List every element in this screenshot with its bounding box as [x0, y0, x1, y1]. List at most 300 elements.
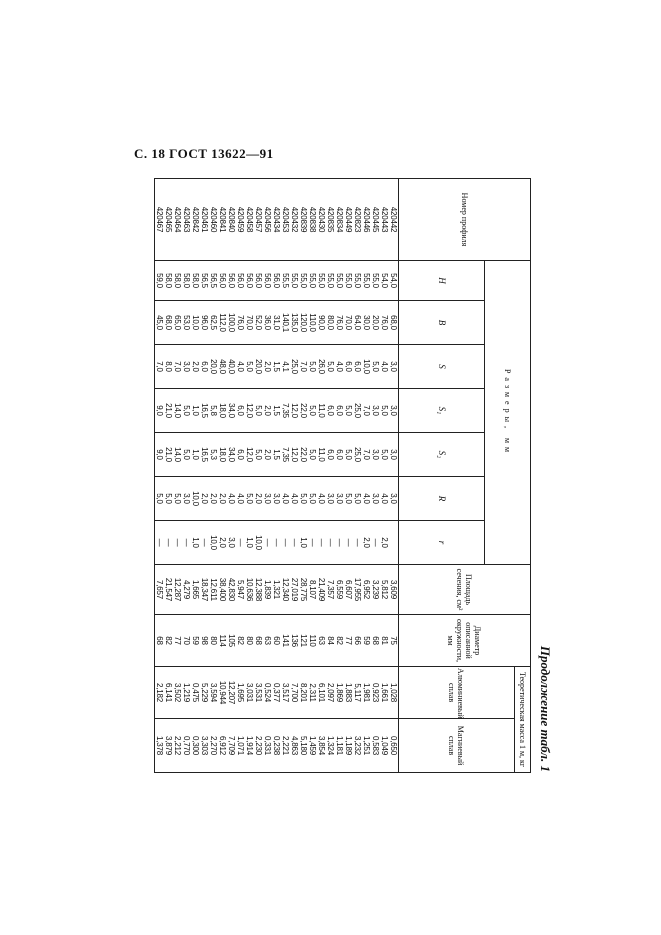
b-value: 70,0 — [344, 301, 353, 345]
area-value: 42,830 — [227, 565, 236, 615]
area-value: 3,239 — [371, 565, 380, 615]
r-upper-value: 3,0 — [272, 477, 281, 521]
s-value: 10,0 — [362, 345, 371, 389]
magnesium-mass-value: 3,854 — [317, 719, 326, 773]
table-continuation-label: Продолжение табл. 1 — [538, 645, 553, 772]
s1-value: 7,35 — [281, 389, 290, 433]
h-value: 56,0 — [245, 261, 254, 301]
table-row — [290, 179, 299, 773]
s1-value: 5,0 — [380, 389, 389, 433]
h-value: 54,0 — [380, 261, 389, 301]
table-row — [254, 179, 263, 773]
s-value: 1,5 — [272, 345, 281, 389]
profile-number: 420457 — [254, 179, 263, 261]
area-value: 1,321 — [272, 565, 281, 615]
s2-value: 21,0 — [164, 433, 173, 477]
s-value: 7,0 — [173, 345, 182, 389]
r-upper-value: 5,0 — [353, 477, 362, 521]
b-value: 20,0 — [371, 301, 380, 345]
area-value: 17,955 — [353, 565, 362, 615]
s1-value: 12,0 — [245, 389, 254, 433]
aluminium-mass-value: 12,207 — [227, 667, 236, 719]
aluminium-mass-value: 3,594 — [209, 667, 218, 719]
table-row — [353, 179, 362, 773]
profile-number: 420467 — [155, 179, 164, 261]
magnesium-mass-value: 1,251 — [362, 719, 371, 773]
r-upper-value: 3,0 — [182, 477, 191, 521]
magnesium-mass-value: 0,331 — [263, 719, 272, 773]
header-s: S — [399, 345, 485, 389]
s-value: 5,0 — [308, 345, 317, 389]
diameter-value: 110 — [308, 615, 317, 667]
diameter-value: 82 — [335, 615, 344, 667]
s-value: 8,0 — [164, 345, 173, 389]
r-lower-value: 2,0 — [218, 521, 227, 565]
s1-value: 25,0 — [353, 389, 362, 433]
s1-value: 22,0 — [299, 389, 308, 433]
r-upper-value: 4,0 — [227, 477, 236, 521]
aluminium-mass-value: 3,031 — [245, 667, 254, 719]
s2-value: 25,0 — [353, 433, 362, 477]
h-value: 55,0 — [362, 261, 371, 301]
r-upper-value: 4,0 — [380, 477, 389, 521]
magnesium-mass-value: 2,230 — [254, 719, 263, 773]
profile-number: 420464 — [173, 179, 182, 261]
table-row — [218, 179, 227, 773]
table-row — [164, 179, 173, 773]
s1-value: 1,5 — [272, 389, 281, 433]
magnesium-mass-value: 5,180 — [299, 719, 308, 773]
h-value: 56,0 — [272, 261, 281, 301]
profile-number: 420841 — [218, 179, 227, 261]
b-value: 100,0 — [227, 301, 236, 345]
s2-value: 34,0 — [227, 433, 236, 477]
diameter-value: 60 — [272, 615, 281, 667]
diameter-value: 77 — [344, 615, 353, 667]
b-value: 31,0 — [272, 301, 281, 345]
aluminium-mass-value: 1,695 — [236, 667, 245, 719]
profile-number: 420434 — [272, 179, 281, 261]
b-value: 120,0 — [299, 301, 308, 345]
diameter-value: 68 — [155, 615, 164, 667]
profile-number: 420834 — [335, 179, 344, 261]
aluminium-mass-value: 0,524 — [263, 667, 272, 719]
s-value: 2,0 — [263, 345, 272, 389]
s2-value: 18,0 — [218, 433, 227, 477]
s2-value: 9,0 — [155, 433, 164, 477]
h-value: 55,0 — [290, 261, 299, 301]
b-value: 76,0 — [380, 301, 389, 345]
b-value: 68,0 — [389, 301, 399, 345]
r-lower-value: 2,0 — [362, 521, 371, 565]
b-value: 53,0 — [182, 301, 191, 345]
b-value: 112,0 — [218, 301, 227, 345]
diameter-value: 80 — [209, 615, 218, 667]
r-lower-value: 10,0 — [209, 521, 218, 565]
b-value: 110,0 — [308, 301, 317, 345]
area-value: 1,665 — [191, 565, 200, 615]
profile-number: 420838 — [308, 179, 317, 261]
s-value: 7,0 — [155, 345, 164, 389]
s1-value: 14,0 — [173, 389, 182, 433]
r-lower-value: 10,0 — [254, 521, 263, 565]
s2-value: 11,0 — [317, 433, 326, 477]
s2-value: 5,0 — [380, 433, 389, 477]
header-aluminium-alloy: Алюминиевый сплав — [399, 667, 515, 719]
magnesium-mass-value: 0,770 — [182, 719, 191, 773]
b-value: 135,0 — [290, 301, 299, 345]
profile-number: 420459 — [236, 179, 245, 261]
b-value: 10,0 — [191, 301, 200, 345]
s2-value: 12,0 — [245, 433, 254, 477]
h-value: 54,0 — [389, 261, 399, 301]
aluminium-mass-value: 3,517 — [281, 667, 290, 719]
page-header: С. 18 ГОСТ 13622—91 — [134, 146, 274, 161]
area-value: 28,775 — [299, 565, 308, 615]
r-upper-value: 5,0 — [164, 477, 173, 521]
h-value: 56,0 — [263, 261, 272, 301]
h-value: 56,5 — [200, 261, 209, 301]
aluminium-mass-value: 2,182 — [155, 667, 164, 719]
r-upper-value: 3,0 — [371, 477, 380, 521]
magnesium-mass-value: 0,583 — [371, 719, 380, 773]
table-row — [182, 179, 191, 773]
header-r-lower: r — [399, 521, 485, 565]
r-lower-value: — — [344, 521, 353, 565]
profile-number: 420449 — [344, 179, 353, 261]
table-row — [245, 179, 254, 773]
table-row — [191, 179, 200, 773]
magnesium-mass-value: 1,071 — [236, 719, 245, 773]
s-value: 20,0 — [209, 345, 218, 389]
r-lower-value: 2,0 — [380, 521, 389, 565]
profile-number: 420839 — [299, 179, 308, 261]
diameter-value: 114 — [218, 615, 227, 667]
s1-value: 6,0 — [236, 389, 245, 433]
h-value: 55,0 — [308, 261, 317, 301]
s2-value: 7,35 — [281, 433, 290, 477]
diameter-value: 70 — [182, 615, 191, 667]
aluminium-mass-value: 1,661 — [380, 667, 389, 719]
h-value: 56,5 — [209, 261, 218, 301]
diameter-value: 121 — [299, 615, 308, 667]
table-body — [155, 179, 399, 773]
table-row — [380, 179, 389, 773]
aluminium-mass-value: 1,028 — [389, 667, 399, 719]
s-value: 5,0 — [326, 345, 335, 389]
diameter-value: 141 — [281, 615, 290, 667]
r-lower-value: — — [308, 521, 317, 565]
b-value: 80,0 — [326, 301, 335, 345]
header-h: H — [399, 261, 485, 301]
s1-value: 3,0 — [371, 389, 380, 433]
profile-number: 420460 — [209, 179, 218, 261]
profile-number: 420461 — [200, 179, 209, 261]
aluminium-mass-value: 2,097 — [326, 667, 335, 719]
s-value: 3,0 — [389, 345, 399, 389]
s1-value: 5,0 — [308, 389, 317, 433]
r-lower-value: — — [353, 521, 362, 565]
diameter-value: 68 — [371, 615, 380, 667]
r-lower-value: — — [326, 521, 335, 565]
r-lower-value: — — [263, 521, 272, 565]
profile-number: 420463 — [182, 179, 191, 261]
s2-value: 16,5 — [200, 433, 209, 477]
s1-value: 18,0 — [218, 389, 227, 433]
table-row — [371, 179, 380, 773]
b-value: 68,0 — [164, 301, 173, 345]
profile-number: 420445 — [371, 179, 380, 261]
area-value: 7,357 — [326, 565, 335, 615]
r-upper-value: 10,0 — [191, 477, 200, 521]
s2-value: 22,0 — [299, 433, 308, 477]
s2-value: 6,0 — [326, 433, 335, 477]
magnesium-mass-value: 1,378 — [155, 719, 164, 773]
r-upper-value: 3,0 — [335, 477, 344, 521]
area-value: 10,636 — [245, 565, 254, 615]
profile-number: 420453 — [281, 179, 290, 261]
s2-value: 1,5 — [272, 433, 281, 477]
b-value: 76,0 — [236, 301, 245, 345]
s2-value: 3,0 — [389, 433, 399, 477]
table-row — [344, 179, 353, 773]
s1-value: 2,0 — [263, 389, 272, 433]
diameter-value: 105 — [227, 615, 236, 667]
magnesium-mass-value: 1,049 — [380, 719, 389, 773]
h-value: 55,5 — [281, 261, 290, 301]
s2-value: 5,0 — [182, 433, 191, 477]
r-upper-value: 4,0 — [362, 477, 371, 521]
table-row — [263, 179, 272, 773]
header-s2: S₂ — [399, 433, 485, 477]
table-row — [227, 179, 236, 773]
b-value: 52,0 — [254, 301, 263, 345]
aluminium-mass-value: 2,311 — [308, 667, 317, 719]
profiles-table — [154, 178, 531, 773]
r-lower-value: — — [173, 521, 182, 565]
aluminium-mass-value: 6,141 — [164, 667, 173, 719]
header-area: Площадь сечения, см² — [399, 565, 531, 615]
r-lower-value: — — [272, 521, 281, 565]
h-value: 55,0 — [299, 261, 308, 301]
s2-value: 5,0 — [344, 433, 353, 477]
b-value: 64,0 — [353, 301, 362, 345]
r-lower-value: — — [164, 521, 173, 565]
profile-number: 420456 — [263, 179, 272, 261]
r-lower-value: — — [200, 521, 209, 565]
area-value: 12,388 — [254, 565, 263, 615]
aluminium-mass-value: 8,201 — [299, 667, 308, 719]
area-value: 6,559 — [335, 565, 344, 615]
header-magnesium-alloy: Магниевый сплав — [399, 719, 515, 773]
r-upper-value: 5,0 — [308, 477, 317, 521]
diameter-value: 82 — [236, 615, 245, 667]
area-value: 27,019 — [290, 565, 299, 615]
h-value: 56,0 — [227, 261, 236, 301]
diameter-value: 75 — [389, 615, 399, 667]
s2-value: 3,0 — [371, 433, 380, 477]
r-upper-value: 2,0 — [254, 477, 263, 521]
magnesium-mass-value: 4,863 — [290, 719, 299, 773]
s-value: 5,0 — [371, 345, 380, 389]
magnesium-mass-value: 1,324 — [326, 719, 335, 773]
table-row — [362, 179, 371, 773]
r-upper-value: 3,0 — [389, 477, 399, 521]
diameter-value: 77 — [173, 615, 182, 667]
r-upper-value: 5,0 — [245, 477, 254, 521]
profile-number: 420458 — [245, 179, 254, 261]
header-sizes: Размеры, мм — [485, 261, 531, 565]
s1-value: 6,0 — [335, 389, 344, 433]
area-value: 4,279 — [182, 565, 191, 615]
area-value: 12,340 — [281, 565, 290, 615]
s1-value: 12,0 — [290, 389, 299, 433]
h-value: 58,0 — [191, 261, 200, 301]
header-diameter: Диаметр описанной окружности, мм — [399, 615, 531, 667]
r-lower-value: — — [290, 521, 299, 565]
s-value: 40,0 — [227, 345, 236, 389]
s1-value: 5,0 — [254, 389, 263, 433]
h-value: 58,0 — [173, 261, 182, 301]
r-upper-value: 2,0 — [200, 477, 209, 521]
magnesium-mass-value: 7,709 — [227, 719, 236, 773]
s-value: 4,0 — [335, 345, 344, 389]
table-row — [308, 179, 317, 773]
aluminium-mass-value: 0,923 — [371, 667, 380, 719]
aluminium-mass-value: 6,101 — [317, 667, 326, 719]
diameter-value: 82 — [164, 615, 173, 667]
area-value: 1,839 — [263, 565, 272, 615]
area-value: 21,547 — [164, 565, 173, 615]
s-value: 5,0 — [245, 345, 254, 389]
area-value: 21,409 — [317, 565, 326, 615]
b-value: 30,0 — [362, 301, 371, 345]
b-value: 65,0 — [173, 301, 182, 345]
area-value: 5,947 — [236, 565, 245, 615]
diameter-value: 59 — [362, 615, 371, 667]
aluminium-mass-value: 1,219 — [182, 667, 191, 719]
table-row — [299, 179, 308, 773]
table-row — [173, 179, 182, 773]
diameter-value: 63 — [317, 615, 326, 667]
s1-value: 7,0 — [362, 389, 371, 433]
h-value: 56,0 — [218, 261, 227, 301]
b-value: 96,0 — [200, 301, 209, 345]
profile-number: 420465 — [164, 179, 173, 261]
r-lower-value — [389, 521, 399, 565]
magnesium-mass-value: 0,300 — [191, 719, 200, 773]
s2-value: 2,0 — [263, 433, 272, 477]
diameter-value: 81 — [380, 615, 389, 667]
area-value: 12,287 — [173, 565, 182, 615]
b-value: 76,0 — [335, 301, 344, 345]
r-lower-value: 1,0 — [191, 521, 200, 565]
header-mass: Теоретическая масса 1 м, кг — [515, 667, 531, 773]
s-value: 2,0 — [191, 345, 200, 389]
s-value: 6,0 — [200, 345, 209, 389]
s-value: 7,0 — [299, 345, 308, 389]
r-upper-value: 2,0 — [218, 477, 227, 521]
s2-value: 1,0 — [191, 433, 200, 477]
s2-value: 5,3 — [209, 433, 218, 477]
aluminium-mass-value: 1,981 — [362, 667, 371, 719]
s-value: 25,0 — [290, 345, 299, 389]
profile-number: 420446 — [362, 179, 371, 261]
aluminium-mass-value: 3,531 — [254, 667, 263, 719]
table-row — [335, 179, 344, 773]
area-value: 5,812 — [380, 565, 389, 615]
h-value: 55,0 — [326, 261, 335, 301]
h-value: 55,0 — [335, 261, 344, 301]
magnesium-mass-value: 1,914 — [245, 719, 254, 773]
s1-value: 9,0 — [155, 389, 164, 433]
r-lower-value: — — [236, 521, 245, 565]
r-upper-value: 4,0 — [290, 477, 299, 521]
magnesium-mass-value: 0,650 — [389, 719, 399, 773]
r-lower-value: — — [155, 521, 164, 565]
s-value: 26,0 — [317, 345, 326, 389]
aluminium-mass-value: 0,475 — [191, 667, 200, 719]
r-upper-value: 5,0 — [344, 477, 353, 521]
s-value: 4,1 — [281, 345, 290, 389]
magnesium-mass-value: 2,270 — [209, 719, 218, 773]
profile-number: 420835 — [326, 179, 335, 261]
s2-value: 6,0 — [335, 433, 344, 477]
area-value: 8,107 — [308, 565, 317, 615]
table-row — [317, 179, 326, 773]
table-row — [155, 179, 164, 773]
b-value: 140,1 — [281, 301, 290, 345]
r-upper-value: 4,0 — [236, 477, 245, 521]
profile-number: 420432 — [290, 179, 299, 261]
r-lower-value: 1,0 — [299, 521, 308, 565]
aluminium-mass-value: 1,869 — [335, 667, 344, 719]
area-value: 6,607 — [344, 565, 353, 615]
h-value: 55,0 — [344, 261, 353, 301]
h-value: 55,0 — [353, 261, 362, 301]
r-upper-value: 5,0 — [299, 477, 308, 521]
s1-value: 3,0 — [389, 389, 399, 433]
header-b: B — [399, 301, 485, 345]
magnesium-mass-value: 6,912 — [218, 719, 227, 773]
diameter-value: 63 — [263, 615, 272, 667]
r-upper-value: 5,0 — [173, 477, 182, 521]
aluminium-mass-value: 0,377 — [272, 667, 281, 719]
magnesium-mass-value: 2,221 — [281, 719, 290, 773]
s2-value: 12,0 — [290, 433, 299, 477]
s2-value: 5,0 — [308, 433, 317, 477]
s1-value: 5,0 — [182, 389, 191, 433]
b-value: 36,0 — [263, 301, 272, 345]
s2-value: 5,0 — [254, 433, 263, 477]
diameter-value: 59 — [191, 615, 200, 667]
s-value: 4,0 — [380, 345, 389, 389]
table-row — [209, 179, 218, 773]
h-value: 59,0 — [155, 261, 164, 301]
r-lower-value: — — [182, 521, 191, 565]
r-upper-value: 4,0 — [281, 477, 290, 521]
r-lower-value: — — [335, 521, 344, 565]
magnesium-mass-value: 2,212 — [173, 719, 182, 773]
magnesium-mass-value: 1,189 — [344, 719, 353, 773]
diameter-value: 84 — [326, 615, 335, 667]
s2-value: 7,0 — [362, 433, 371, 477]
s1-value: 5,8 — [209, 389, 218, 433]
header-profile-number: Номер профиля — [399, 179, 531, 261]
table-row — [281, 179, 290, 773]
magnesium-mass-value: 0,238 — [272, 719, 281, 773]
s2-value: 6,0 — [236, 433, 245, 477]
